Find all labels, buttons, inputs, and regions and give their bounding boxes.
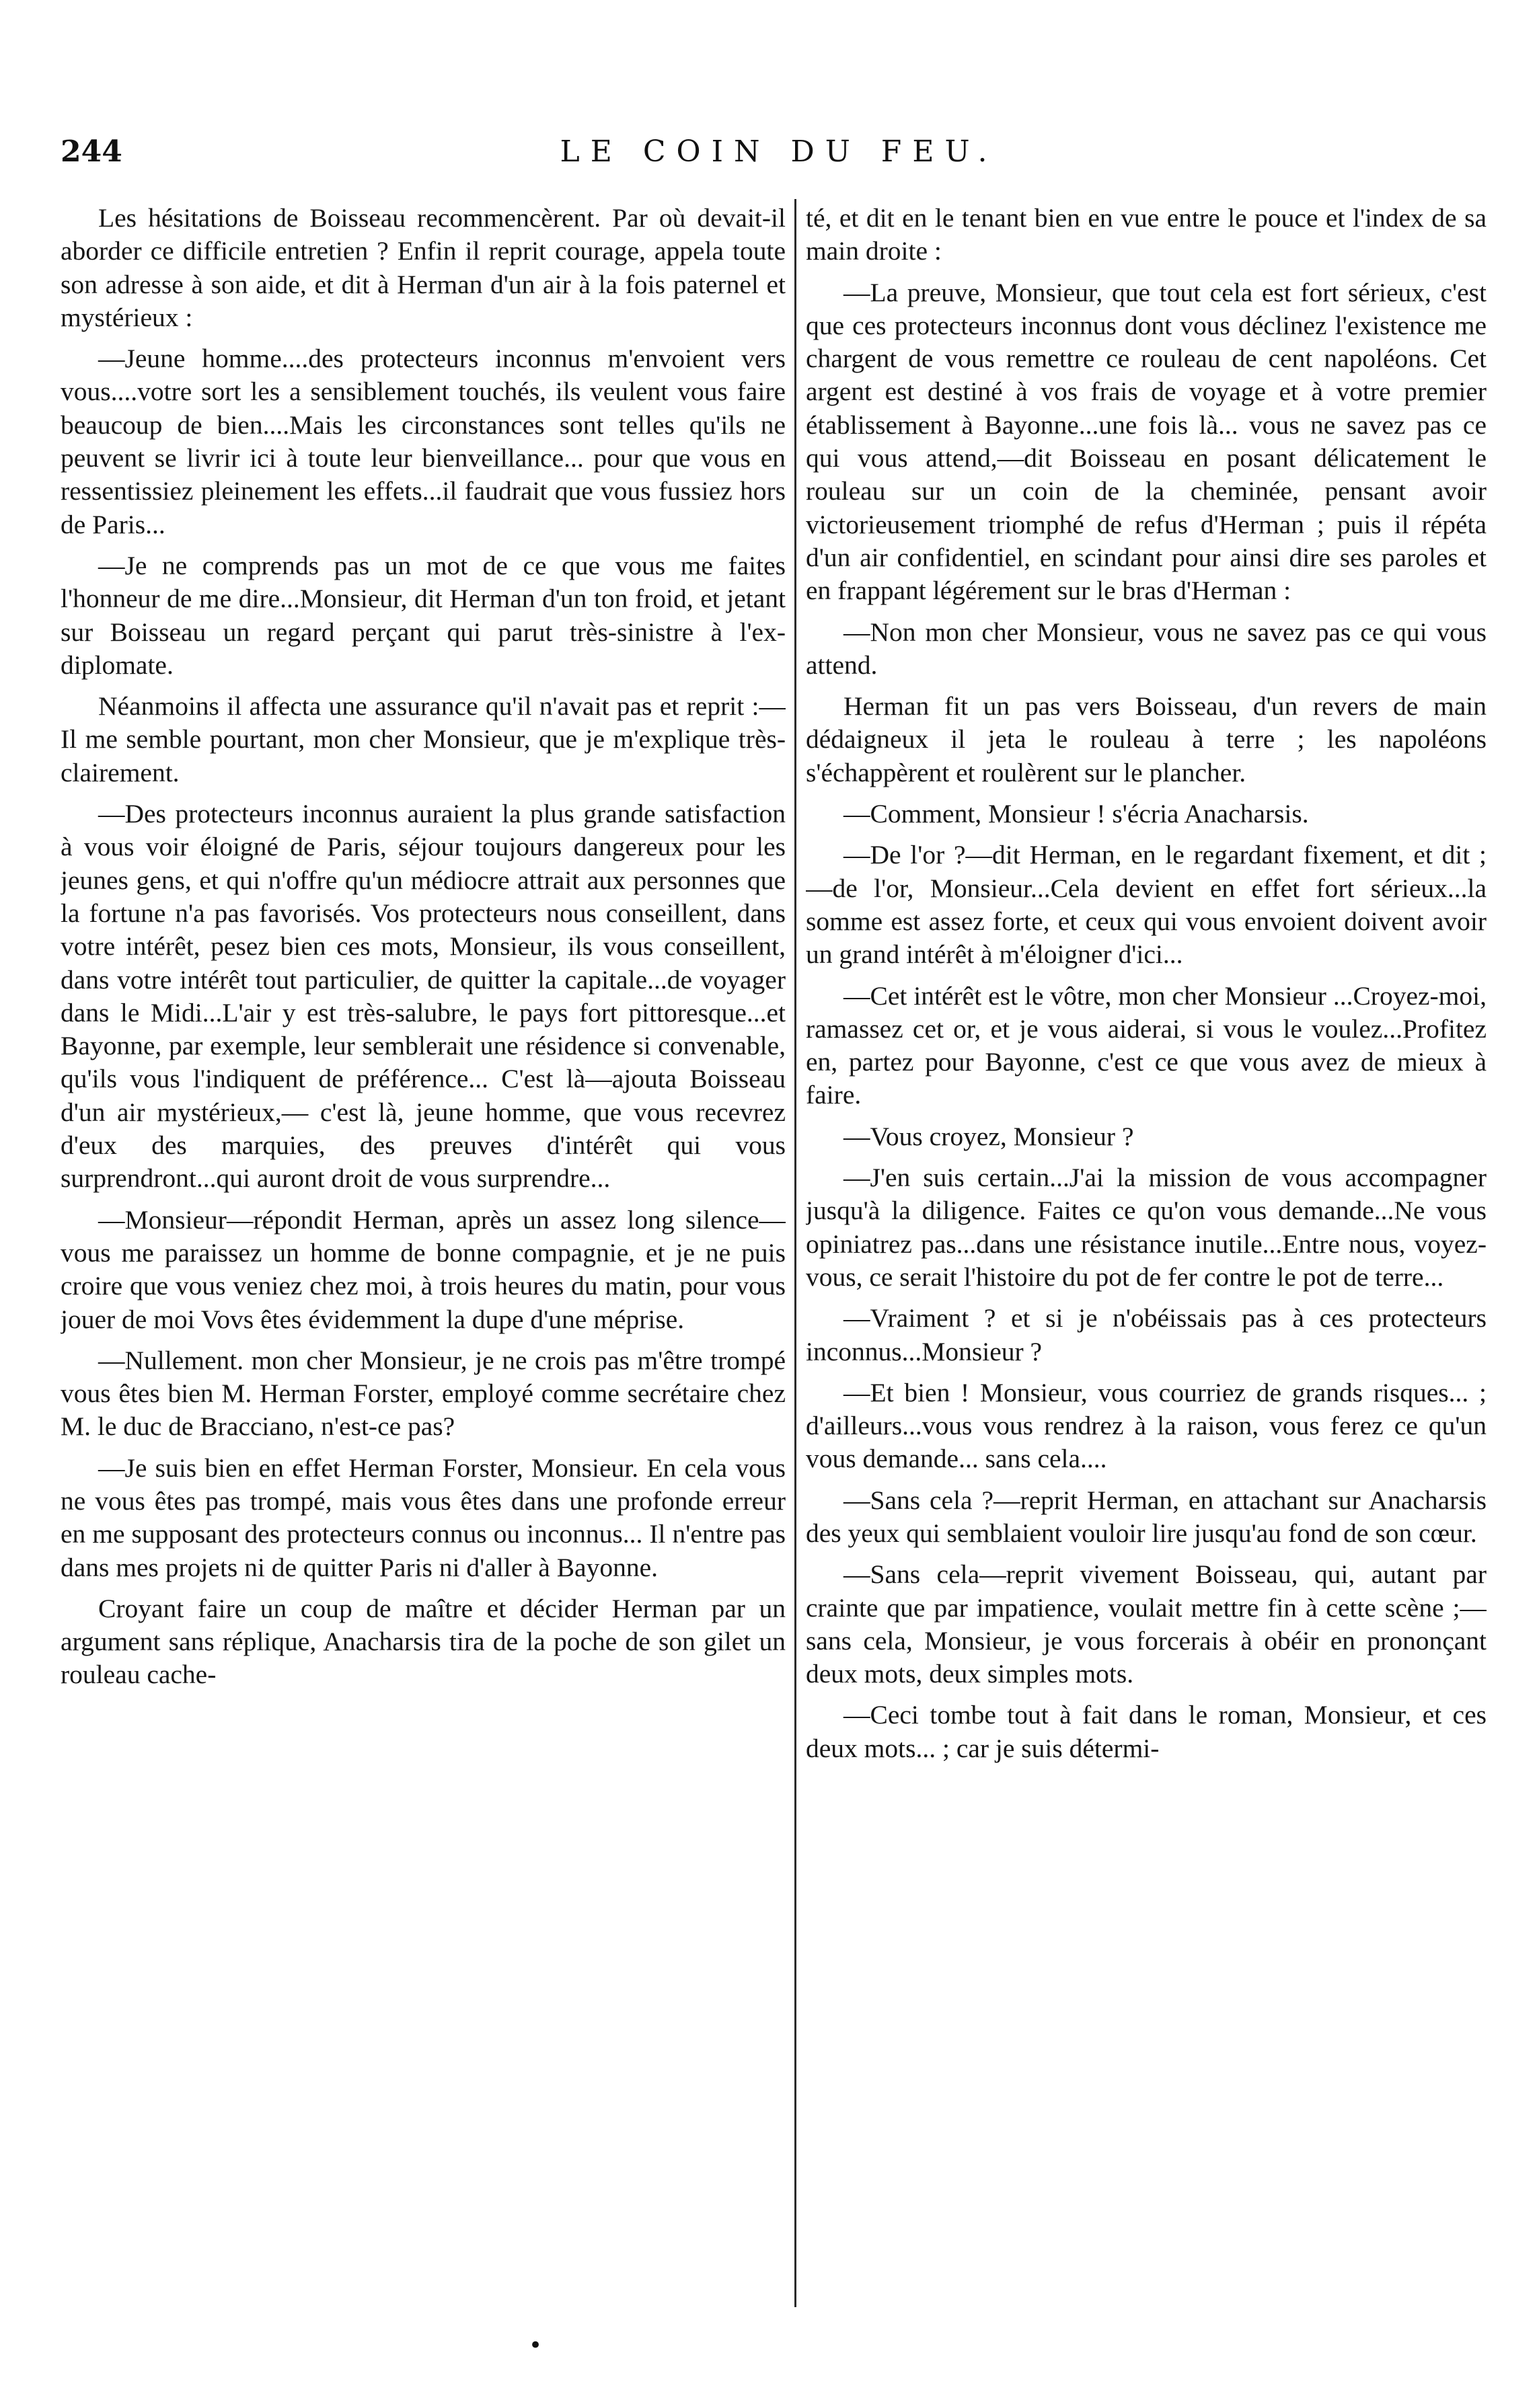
footer-mark: • [529,2332,543,2359]
running-title: LE COIN DU FEU. [560,134,998,169]
paragraph: té, et dit en le tenant bien en vue entre le pouce et l'index de sa main droite : [806,203,1487,266]
paragraph: —Nullement. mon cher Monsieur, je ne crois pas m'être trompé vous êtes bien M. Herman Forster, employé comme secrétaire chez M. le duc de Bracciano, n'est-ce pas? [61,1345,786,1442]
paragraph: —De l'or ?—dit Herman, en le regardant fixement, et dit ;—de l'or, Monsieur...Cela devient en effet fort sérieux...la somme est assez forte, et ceux qui vous envoient doivent avoir un grand intérêt à m'éloigner d'ici... [806,840,1487,970]
paragraph: —Je ne comprends pas un mot de ce que vous me faites l'honneur de me dire...Monsieur, dit Herman d'un ton froid, et jetant sur Boisseau un regard perçant qui parut très-sinistre à l'ex-diplomate. [61,550,786,680]
column-divider [794,199,796,2307]
paragraph: —La preuve, Monsieur, que tout cela est fort sérieux, c'est que ces protecteurs inconnus dont vous déclinez l'existence me chargent de vous remettre ce rouleau de cent napoléons. Cet argent est destiné à vos frais de voyage et à votre premier établissement à Bayonne...une fois là... vous ne savez pas ce qui vous attend,—dit Boisseau en posant délicatement le rouleau sur un coin de la cheminée, pensant avoir victorieusement triomphé de refus d'Herman ; puis il répéta d'un air confidentiel, en scindant pour ainsi dire ses paroles et en frappant légérement sur le bras d'Herman : [806,277,1487,606]
right-column [806,202,1487,2320]
page-header [61,134,1487,188]
paragraph: —Jeune homme....des protecteurs inconnus m'envoient vers vous....votre sort les a sensiblement touchés, ils veulent vous faire beaucoup de bien....Mais les circonstances sont telles qu'ils ne peuvent se livrir ici à toute leur bienveillance... pour que vous en ressentissiez pleinement les effets...il faudrait que vous fussiez hors de Paris... [61,344,786,539]
paragraph: Herman fit un pas vers Boisseau, d'un revers de main dédaigneux il jeta le rouleau à terre ; les napoléons s'échappèrent et roulèrent sur le plancher. [806,691,1487,787]
page-number: 244 [61,134,122,169]
paragraph: —Sans cela ?—reprit Herman, en attachant sur Anacharsis des yeux qui semblaient vouloir lire jusqu'au fond de son cœur. [806,1485,1487,1548]
paragraph: —Cet intérêt est le vôtre, mon cher Monsieur ...Croyez-moi, ramassez cet or, et je vous aiderai, si vous le voulez...Profitez en, partez pour Bayonne, c'est ce que vous avez de mieux à faire. [806,980,1487,1110]
paragraph: —Des protecteurs inconnus auraient la plus grande satisfaction à vous voir éloigné de Paris, séjour toujours dangereux pour les jeunes gens, et qui n'offre qu'un médiocre attrait aux personnes que la fortune n'a pas favorisés. Vos protecteurs nous conseillent, dans votre intérêt, pesez bien ces mots, Monsieur, ils vous conseillent, dans votre intérêt tout particulier, de quitter la capitale...de voyager dans le Midi...L'air y est très-salubre, le pays fort pittoresque...et Bayonne, par exemple, leur semblerait une résidence si convenable, qu'ils vous l'indiquent de préférence... C'est là—ajouta Boisseau d'un air mystérieux,— c'est là, jeune homme, que vous recevrez d'eux des marquies, des preuves d'intérêt qui vous surprendront...qui auront droit de vous surprendre... [61,799,786,1194]
paragraph: —Vous croyez, Monsieur ? [843,1121,1134,1151]
paragraph: —Non mon cher Monsieur, vous ne savez pas ce qui vous attend. [806,617,1487,680]
paragraph: Croyant faire un coup de maître et décider Herman par un argument sans réplique, Anacharsis tira de la poche de son gilet un rouleau cache- [61,1593,786,1690]
paragraph: Néanmoins il affecta une assurance qu'il n'avait pas et reprit :—Il me semble pourtant, mon cher Monsieur, que je m'explique très-clairement. [61,691,786,787]
paragraph: —J'en suis certain...J'ai la mission de vous accompagner jusqu'à la diligence. Faites ce qu'on vous demande...Ne vous opiniatrez pas...dans une résistance inutile...Entre nous, voyez-vous, ce serait l'histoire du pot de fer contre le pot de terre... [806,1163,1487,1292]
paragraph: —Ceci tombe tout à fait dans le roman, Monsieur, et ces deux mots... ; car je suis détermi- [806,1700,1487,1763]
paragraph: —Sans cela—reprit vivement Boisseau, qui, autant par crainte que par impatience, voulait mettre fin à cette scène ;—sans cela, Monsieur, je vous forcerais à obéir en prononçant deux mots, deux simples mots. [806,1559,1487,1689]
paragraph: —Je suis bien en effet Herman Forster, Monsieur. En cela vous ne vous êtes pas trompé, mais vous êtes dans une profonde erreur en me supposant des protecteurs connus ou inconnus... Il n'entre pas dans mes projets ni de quitter Paris ni d'aller à Bayonne. [61,1452,786,1582]
left-column [61,202,786,2320]
paragraph: —Comment, Monsieur ! s'écria Anacharsis. [843,799,1309,829]
paragraph: Les hésitations de Boisseau recommencèrent. Par où devait-il aborder ce difficile entretien ? Enfin il reprit courage, appela toute son adresse à son aide, et dit à Herman d'un air à la fois paternel et mystérieux : [61,203,786,332]
paragraph: —Et bien ! Monsieur, vous courriez de grands risques... ; d'ailleurs...vous vous rendrez à la raison, vous ferez ce qu'un vous demande... sans cela.... [806,1377,1487,1474]
paragraph: —Vraiment ? et si je n'obéissais pas à ces protecteurs inconnus...Monsieur ? [806,1303,1487,1366]
paragraph: —Monsieur—répondit Herman, après un assez long silence—vous me paraissez un homme de bonne compagnie, et je ne puis croire que vous veniez chez moi, à trois heures du matin, pour vous jouer de moi Vovs êtes évidemment la dupe d'une méprise. [61,1204,786,1334]
